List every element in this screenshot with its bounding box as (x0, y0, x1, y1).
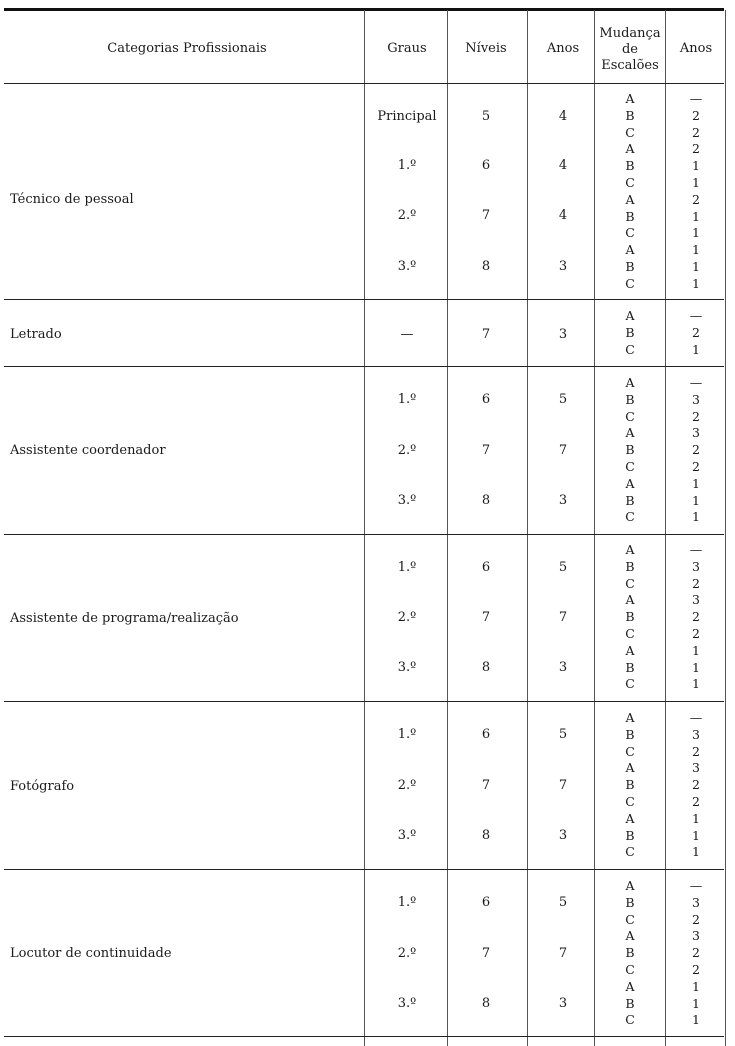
escalao-letter: B (625, 324, 635, 340)
escalao-letter: C (625, 844, 635, 860)
anos-escalao-value: 2 (692, 945, 700, 961)
escalao-letter: B (625, 995, 635, 1011)
anos-escaloes-column (670, 878, 722, 1029)
anos-escalao-value: 3 (692, 425, 700, 441)
anos-escalao-value: 2 (692, 743, 700, 759)
anos-cell: 3 (558, 493, 568, 508)
anos-escalao-value: 1 (692, 844, 700, 860)
escalao-letter: A (625, 760, 635, 776)
anos-escalao-value: 2 (692, 107, 700, 123)
escalao-letter: A (625, 141, 635, 157)
escalao-letter: A (625, 810, 635, 826)
nivel-cell: 8 (481, 828, 491, 843)
escaloes-column (598, 375, 662, 526)
header-mudanca-line: Escalões (601, 58, 659, 73)
escalao-letter: C (625, 1012, 635, 1028)
grau-cell: 3.º (397, 828, 417, 843)
anos-escalao-value: 3 (692, 760, 700, 776)
escalao-letter: A (625, 91, 635, 106)
header-categorias: Categorias Profissionais (107, 41, 267, 56)
escalao-letter: B (625, 158, 635, 174)
header-graus: Graus (387, 41, 427, 56)
anos-escalao-value: 3 (692, 558, 700, 574)
escaloes-column (598, 542, 662, 693)
category-label: Fotógrafo (10, 779, 75, 794)
nivel-cell: 6 (481, 560, 491, 575)
column-divider (665, 10, 666, 1046)
anos-escalao-value: 2 (692, 324, 700, 340)
escalao-letter: A (625, 878, 635, 893)
escalao-letter: B (625, 827, 635, 843)
anos-escalao-value: 1 (692, 475, 700, 491)
grau-cell: — (400, 327, 414, 342)
anos-escalao-value: 1 (692, 492, 700, 508)
escalao-letter: A (625, 308, 635, 323)
escalao-letter: C (625, 793, 635, 809)
anos-escalao-value: 1 (692, 676, 700, 692)
grau-cell: 3.º (397, 660, 417, 675)
escalao-letter: C (625, 408, 635, 424)
escalao-letter: C (625, 509, 635, 525)
nivel-cell: 8 (481, 660, 491, 675)
anos-escaloes-column (670, 542, 722, 693)
escalao-letter: B (625, 777, 635, 793)
escalao-letter: C (625, 961, 635, 977)
group-rule (4, 299, 724, 300)
anos-escalao-value: 2 (692, 575, 700, 591)
escalao-letter: B (625, 609, 635, 625)
anos-escalao-value: 1 (692, 242, 700, 258)
nivel-cell: 6 (481, 727, 491, 742)
escalao-letter: C (625, 174, 635, 190)
escalao-letter: B (625, 894, 635, 910)
anos-escalao-value: 2 (692, 777, 700, 793)
escalao-letter: C (625, 625, 635, 641)
grau-cell: 3.º (397, 996, 417, 1011)
anos-escalao-value: 2 (692, 961, 700, 977)
escalao-letter: C (625, 225, 635, 241)
escalao-letter: B (625, 107, 635, 123)
escalao-letter: B (625, 558, 635, 574)
anos-cell: 7 (558, 946, 568, 961)
anos-escalao-value: 1 (692, 1012, 700, 1028)
grau-cell: 1.º (397, 392, 417, 407)
anos-cell: 3 (558, 996, 568, 1011)
grau-cell: 2.º (397, 443, 417, 458)
anos-escalao-value: 1 (692, 978, 700, 994)
escalao-letter: A (625, 978, 635, 994)
anos-cell: 7 (558, 778, 568, 793)
grau-cell: 3.º (397, 259, 417, 274)
anos-escalao-value: — (689, 878, 703, 893)
nivel-cell: 7 (481, 610, 491, 625)
grau-cell: 1.º (397, 560, 417, 575)
anos-cell: 5 (558, 560, 568, 575)
anos-escalao-value: — (689, 375, 703, 390)
group-rule (4, 366, 724, 367)
anos-cell: 3 (558, 327, 568, 342)
escalao-letter: B (625, 492, 635, 508)
escalao-letter: B (625, 659, 635, 675)
escalao-letter: C (625, 575, 635, 591)
escalao-letter: A (625, 710, 635, 725)
escalao-letter: B (625, 442, 635, 458)
anos-cell: 4 (558, 158, 568, 173)
header-mudanca-line: de (621, 42, 638, 57)
anos-escalao-value: 2 (692, 442, 700, 458)
anos-cell: 7 (558, 610, 568, 625)
category-label: Locutor de continuidade (10, 946, 172, 961)
header-mudanca-line: Mudança (599, 26, 661, 41)
column-divider (527, 10, 528, 1046)
category-label: Letrado (10, 327, 62, 342)
nivel-cell: 6 (481, 895, 491, 910)
nivel-cell: 7 (481, 208, 491, 223)
anos-escalao-value: 3 (692, 726, 700, 742)
group-rule (4, 869, 724, 870)
escalao-letter: C (625, 341, 635, 357)
anos-escalao-value: — (689, 308, 703, 323)
anos-escalao-value: 2 (692, 124, 700, 140)
anos-cell: 5 (558, 727, 568, 742)
anos-escalao-value: 1 (692, 827, 700, 843)
anos-escalao-value: 1 (692, 275, 700, 291)
anos-escalao-value: 2 (692, 191, 700, 207)
header-anos-escaloes: Anos (679, 41, 713, 56)
grau-cell: 2.º (397, 946, 417, 961)
escalao-letter: C (625, 911, 635, 927)
anos-escalao-value: 1 (692, 158, 700, 174)
anos-escalao-value: 1 (692, 995, 700, 1011)
nivel-cell: 8 (481, 493, 491, 508)
category-label: Assistente coordenador (10, 443, 166, 458)
anos-escalao-value: 2 (692, 793, 700, 809)
group-rule (4, 701, 724, 702)
escalao-letter: A (625, 191, 635, 207)
grau-cell: Principal (377, 109, 437, 124)
escalao-letter: A (625, 592, 635, 608)
anos-cell: 5 (558, 392, 568, 407)
grau-cell: 2.º (397, 778, 417, 793)
escalao-letter: B (625, 208, 635, 224)
escalao-letter: A (625, 475, 635, 491)
escalao-letter: A (625, 642, 635, 658)
anos-escalao-value: 1 (692, 509, 700, 525)
escaloes-column (598, 308, 662, 358)
anos-escalao-value: — (689, 710, 703, 725)
nivel-cell: 8 (481, 259, 491, 274)
column-divider (447, 10, 448, 1046)
escalao-letter: A (625, 928, 635, 944)
group-rule (4, 534, 724, 535)
nivel-cell: 7 (481, 778, 491, 793)
anos-escaloes-column (670, 710, 722, 861)
escalao-letter: C (625, 743, 635, 759)
nivel-cell: 5 (481, 109, 491, 124)
anos-cell: 4 (558, 208, 568, 223)
escalao-letter: A (625, 425, 635, 441)
grau-cell: 1.º (397, 895, 417, 910)
escalao-letter: B (625, 726, 635, 742)
nivel-cell: 7 (481, 946, 491, 961)
nivel-cell: 7 (481, 443, 491, 458)
grau-cell: 2.º (397, 610, 417, 625)
grau-cell: 2.º (397, 208, 417, 223)
escaloes-column (598, 710, 662, 861)
anos-escalao-value: — (689, 91, 703, 106)
anos-cell: 4 (558, 109, 568, 124)
escalao-letter: C (625, 676, 635, 692)
header-niveis: Níveis (465, 41, 507, 56)
escalao-letter: B (625, 391, 635, 407)
anos-escalao-value: 1 (692, 810, 700, 826)
category-label: Técnico de pessoal (10, 192, 134, 207)
escaloes-column (598, 878, 662, 1029)
category-label: Assistente de programa/realização (10, 611, 239, 626)
grau-cell: 1.º (397, 727, 417, 742)
escalao-letter: B (625, 258, 635, 274)
anos-escalao-value: 1 (692, 174, 700, 190)
anos-escaloes-column (670, 375, 722, 526)
anos-escalao-value: 1 (692, 258, 700, 274)
anos-escalao-value: 2 (692, 625, 700, 641)
anos-escalao-value: 1 (692, 225, 700, 241)
escalao-letter: B (625, 945, 635, 961)
header-mudanca-escaloes (598, 26, 662, 74)
anos-escalao-value: 1 (692, 341, 700, 357)
anos-cell: 7 (558, 443, 568, 458)
anos-escalao-value: 2 (692, 141, 700, 157)
escalao-letter: A (625, 375, 635, 390)
anos-escaloes-column (670, 308, 722, 358)
nivel-cell: 6 (481, 392, 491, 407)
escalao-letter: A (625, 542, 635, 557)
column-divider (364, 10, 365, 1046)
escalao-letter: C (625, 458, 635, 474)
grau-cell: 1.º (397, 158, 417, 173)
anos-escalao-value: 2 (692, 408, 700, 424)
nivel-cell: 6 (481, 158, 491, 173)
anos-escalao-value: 2 (692, 609, 700, 625)
anos-cell: 5 (558, 895, 568, 910)
anos-escalao-value: 2 (692, 458, 700, 474)
anos-escalao-value: 1 (692, 208, 700, 224)
header-anos: Anos (546, 41, 580, 56)
column-divider (594, 10, 595, 1046)
anos-escalao-value: — (689, 542, 703, 557)
escalao-letter: C (625, 124, 635, 140)
escalao-letter: C (625, 275, 635, 291)
anos-escalao-value: 3 (692, 592, 700, 608)
anos-escalao-value: 3 (692, 391, 700, 407)
anos-cell: 3 (558, 259, 568, 274)
group-rule (4, 1036, 724, 1037)
anos-escalao-value: 1 (692, 659, 700, 675)
escalao-letter: A (625, 242, 635, 258)
column-divider (725, 10, 726, 1046)
nivel-cell: 8 (481, 996, 491, 1011)
anos-cell: 3 (558, 660, 568, 675)
anos-cell: 3 (558, 828, 568, 843)
anos-escalao-value: 3 (692, 894, 700, 910)
nivel-cell: 7 (481, 327, 491, 342)
anos-escalao-value: 1 (692, 642, 700, 658)
header-rule (4, 83, 724, 84)
grau-cell: 3.º (397, 493, 417, 508)
escaloes-column (598, 91, 662, 293)
anos-escalao-value: 2 (692, 911, 700, 927)
anos-escaloes-column (670, 91, 722, 293)
anos-escalao-value: 3 (692, 928, 700, 944)
